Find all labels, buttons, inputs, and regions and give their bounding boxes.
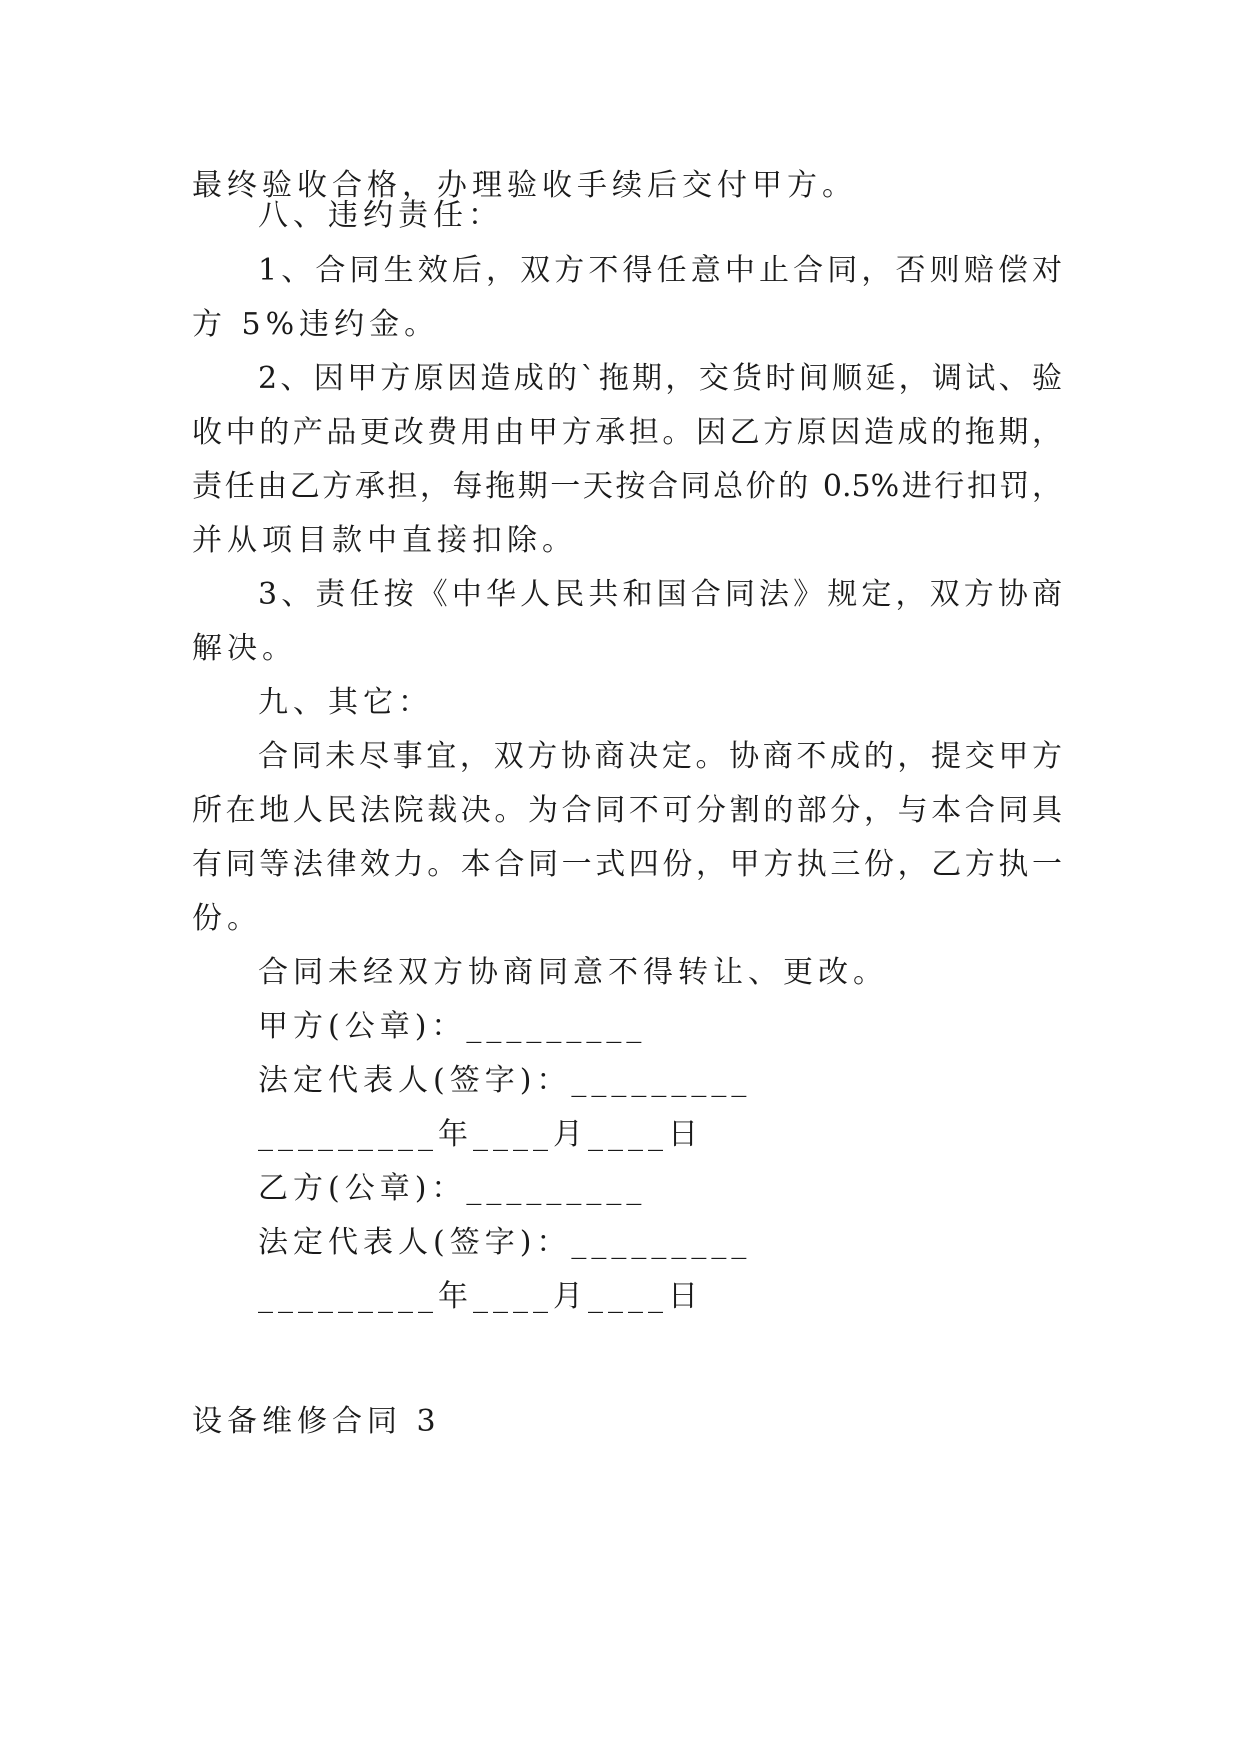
party-a-date-line: _________年____月____日 (258, 1117, 703, 1152)
paragraph-line: 有同等法律效力。本合同一式四份，甲方执三份，乙方执一 (192, 847, 1062, 882)
section-heading-breach: 八、违约责任： (258, 198, 503, 233)
paragraph-line: 解决。 (192, 631, 297, 666)
section-title: 设备维修合同 3 (192, 1404, 441, 1439)
party-a-representative-line: 法定代表人(签字)：_________ (258, 1063, 752, 1098)
paragraph-line: 1、合同生效后，双方不得任意中止合同，否则赔偿对 (258, 253, 1062, 288)
paragraph-line: 收中的产品更改费用由甲方承担。因乙方原因造成的拖期， (192, 415, 1062, 450)
paragraph-line: 合同未经双方协商同意不得转让、更改。 (258, 955, 888, 990)
paragraph-line: 最终验收合格，办理验收手续后交付甲方。 (192, 168, 857, 203)
paragraph-line: 2、因甲方原因造成的`拖期，交货时间顺延，调试、验 (258, 361, 1062, 396)
party-b-date-line: _________年____月____日 (258, 1279, 703, 1314)
paragraph-line: 所在地人民法院裁决。为合同不可分割的部分，与本合同具 (192, 793, 1062, 828)
paragraph-line: 3、责任按《中华人民共和国合同法》规定，双方协商 (258, 577, 1062, 612)
party-b-seal-line: 乙方(公章)：_________ (258, 1171, 647, 1206)
party-a-seal-line: 甲方(公章)：_________ (258, 1009, 647, 1044)
paragraph-line: 合同未尽事宜，双方协商决定。协商不成的，提交甲方 (258, 739, 1062, 774)
section-heading-other: 九、其它： (258, 685, 433, 720)
party-b-representative-line: 法定代表人(签字)：_________ (258, 1225, 752, 1260)
paragraph-line: 份。 (192, 901, 262, 936)
paragraph-line: 并从项目款中直接扣除。 (192, 523, 577, 558)
paragraph-line: 方 5%违约金。 (192, 307, 440, 342)
paragraph-line: 责任由乙方承担，每拖期一天按合同总价的 0.5%进行扣罚， (192, 469, 1062, 504)
